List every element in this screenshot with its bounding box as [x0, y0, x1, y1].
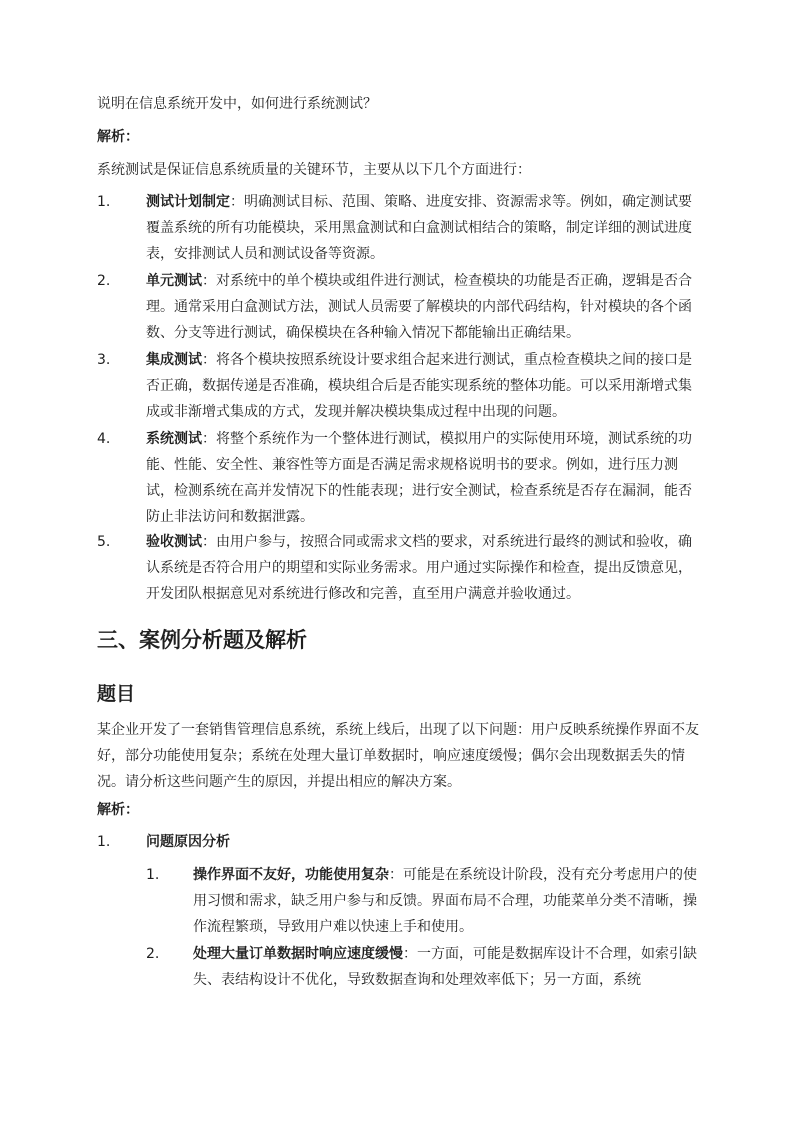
sub-list-text: 一方面，可能是数据库设计不合理，如索引缺失、表结构设计不优化，导致数据查询和处理效率低下；另一方面，系统: [193, 946, 697, 988]
list-number: 4.: [97, 431, 111, 447]
list-item-sep: ：: [230, 194, 244, 210]
sub-list-term: 处理大量订单数据时响应速度缓慢: [193, 946, 403, 962]
list-item-text: 明确测试目标、范围、策略、进度安排、资源需求等。例如，确定测试要覆盖系统的所有功能模块，采用黑盒测试和白盒测试相结合的策略，制定详细的测试进度表，安排测试人员和测试设备等资源。: [146, 194, 692, 262]
list-item-text: 将整个系统作为一个整体进行测试，模拟用户的实际使用环境，测试系统的功能、性能、安全性、兼容性等方面是否满足需求规格说明书的要求。例如，进行压力测试，检测系统在高并发情况下的性能表现；进行安全测试，检查系统是否存在漏洞，能否防止非法访问和数据泄露。: [146, 431, 692, 525]
list-item-term: 系统测试: [146, 431, 202, 447]
list-item-sep: ：: [202, 352, 216, 368]
sub-list-number: 1.: [146, 867, 160, 883]
list-item-sep: ：: [202, 534, 216, 550]
case-question-text: 某企业开发了一套销售管理信息系统，系统上线后，出现了以下问题：用户反映系统操作界面不友好，部分功能使用复杂；系统在处理大量订单数据时，响应速度缓慢；偶尔会出现数据丢失的情况。请分析这些问题产生的原因，并提出相应的解决方案。: [97, 722, 699, 790]
sub-list-sep: ：: [389, 867, 403, 883]
sub-list-sep: ：: [403, 946, 417, 962]
list-item-text: 对系统中的单个模块或组件进行测试，检查模块的功能是否正确，逻辑是否合理。通常采用白盒测试方法，测试人员需要了解模块的内部代码结构，针对模块的各个函数、分支等进行测试，确保模块在各种输入情况下都能输出正确结果。: [146, 273, 692, 341]
list-number: 1.: [97, 834, 111, 850]
case-analysis-label: 解析：: [97, 802, 139, 818]
sub-list-text: 可能是在系统设计阶段，没有充分考虑用户的使用习惯和需求，缺乏用户参与和反馈。界面布局不合理，功能菜单分类不清晰，操作流程繁琐，导致用户难以快速上手和使用。: [193, 867, 697, 935]
question-text: 说明在信息系统开发中，如何进行系统测试？: [97, 96, 377, 112]
list-item-title: 问题原因分析: [146, 834, 230, 850]
list-number: 2.: [97, 273, 111, 289]
list-item-term: 集成测试: [146, 352, 202, 368]
list-item-term: 单元测试: [146, 273, 202, 289]
list-number: 1.: [97, 194, 111, 210]
list-number: 3.: [97, 352, 111, 368]
sub-list-number: 2.: [146, 946, 160, 962]
list-item-text: 将各个模块按照系统设计要求组合起来进行测试，重点检查模块之间的接口是否正确，数据传递是否准确，模块组合后是否能实现系统的整体功能。可以采用渐增式集成或非渐增式集成的方式，发现并解决模块集成过程中出现的问题。: [146, 352, 692, 420]
question-heading: 题目: [97, 683, 136, 705]
list-item-term: 验收测试: [146, 534, 202, 550]
list-item-sep: ：: [202, 431, 216, 447]
list-item-sep: ：: [202, 273, 216, 289]
list-item-text: 由用户参与，按照合同或需求文档的要求，对系统进行最终的测试和验收，确认系统是否符合用户的期望和实际业务需求。用户通过实际操作和检查，提出反馈意见，开发团队根据意见对系统进行修改和完善，直至用户满意并验收通过。: [146, 534, 692, 602]
sub-list-term: 操作界面不友好，功能使用复杂: [193, 867, 389, 883]
list-number: 5.: [97, 534, 111, 550]
summary-text: 系统测试是保证信息系统质量的关键环节，主要从以下几个方面进行：: [97, 162, 531, 178]
analysis-label: 解析：: [97, 129, 139, 145]
section-heading: 三、案例分析题及解析: [97, 628, 307, 652]
list-item-term: 测试计划制定: [146, 194, 230, 210]
